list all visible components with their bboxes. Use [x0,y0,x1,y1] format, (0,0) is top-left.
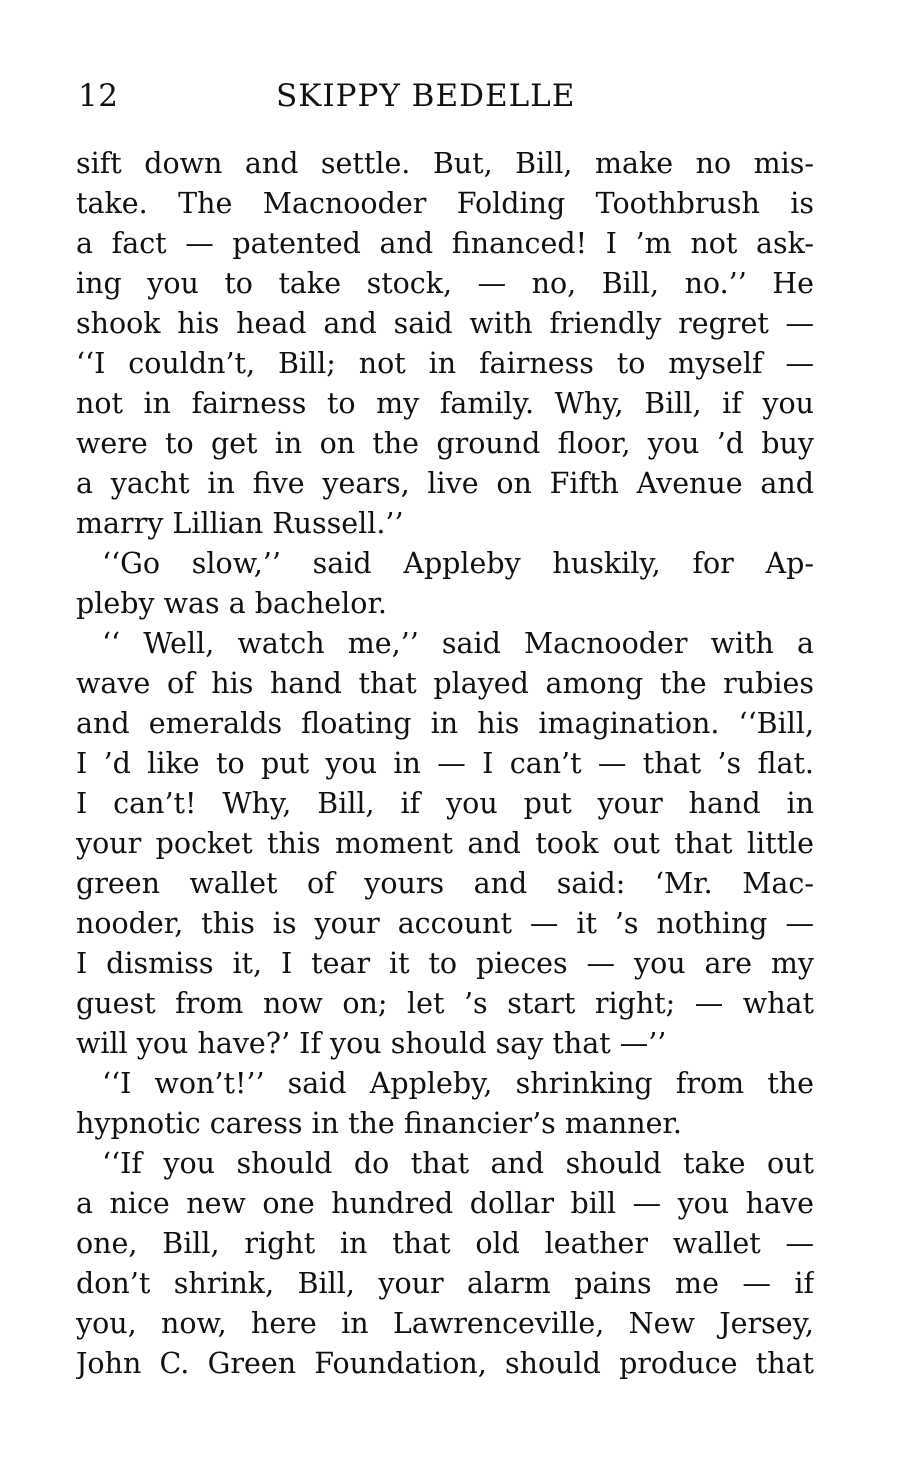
text-line: guest from now on; let ’s start right; — what [76,987,814,1020]
text-line: ‘‘ Well, watch me,’’ said Macnooder with a [102,627,814,660]
text-line: and emeralds floating in his imagination. ‘‘Bill, [76,707,814,740]
running-title: SKIPPY BEDELLE [276,78,576,114]
text-line: don’t shrink, Bill, your alarm pains me — if [76,1267,814,1300]
text-line: a fact — patented and financed! I ’m not ask- [76,227,814,260]
text-line: I can’t! Why, Bill, if you put your hand in [76,787,814,820]
text-line: take. The Macnooder Folding Toothbrush is [76,187,814,220]
running-header [76,70,814,122]
text-line: ‘‘I won’t!’’ said Appleby, shrinking from the [102,1067,814,1100]
text-line: nooder, this is your account — it ’s nothing — [76,907,814,940]
text-line: your pocket this moment and took out that little [76,827,814,860]
text-line: pleby was a bachelor. [76,587,387,620]
text-line: were to get in on the ground floor, you ’d buy [76,427,814,460]
text-line: I ’d like to put you in — I can’t — that ’s flat. [76,747,814,780]
book-page [76,70,814,1384]
text-line: you, now, here in Lawrenceville, New Jersey, [76,1307,814,1340]
text-line: ‘‘If you should do that and should take out [102,1147,814,1180]
text-line: ing you to take stock, — no, Bill, no.’’ He [76,267,814,300]
text-line: a nice new one hundred dollar bill — you have [76,1187,814,1220]
text-line: hypnotic caress in the financier’s manner. [76,1107,682,1140]
body-text [76,144,814,1384]
text-line: wave of his hand that played among the rubies [76,667,814,700]
text-line: marry Lillian Russell.’’ [76,507,404,540]
text-line: shook his head and said with friendly regret — [76,307,814,340]
text-line: John C. Green Foundation, should produce that [76,1347,814,1380]
page-number: 12 [78,78,119,114]
text-line: sift down and settle. But, Bill, make no mis- [76,147,814,180]
text-line: ‘‘I couldn’t, Bill; not in fairness to myself — [76,347,814,380]
text-line: green wallet of yours and said: ‘Mr. Mac- [76,867,814,900]
text-line: will you have?’ If you should say that —’’ [76,1027,667,1060]
text-line: ‘‘Go slow,’’ said Appleby huskily, for Ap- [102,547,814,580]
text-line: not in fairness to my family. Why, Bill, if you [76,387,814,420]
text-line: one, Bill, right in that old leather wallet — [76,1227,814,1260]
text-line: I dismiss it, I tear it to pieces — you are my [76,947,814,980]
text-line: a yacht in five years, live on Fifth Avenue and [76,467,814,500]
